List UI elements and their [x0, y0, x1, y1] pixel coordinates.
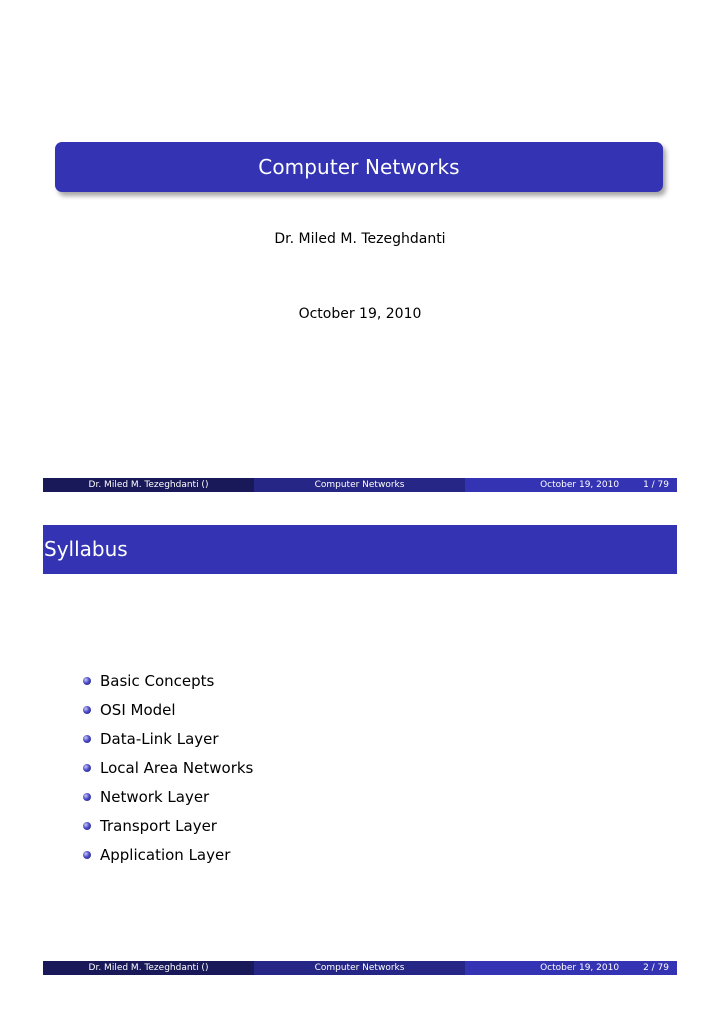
footer-title: Computer Networks: [254, 961, 465, 975]
list-item-label: Application Layer: [100, 845, 231, 864]
footer-page-number: 2 / 79: [643, 963, 669, 973]
footer-author: Dr. Miled M. Tezeghdanti (): [43, 478, 254, 492]
list-item: [83, 782, 253, 811]
list-item-label: Data-Link Layer: [100, 729, 219, 748]
bullet-icon: [83, 764, 91, 772]
title-slide: [43, 42, 677, 492]
list-item: [83, 840, 253, 869]
footer-date: October 19, 2010: [540, 963, 620, 973]
bullet-icon: [83, 677, 91, 685]
bullet-icon: [83, 706, 91, 714]
list-item-label: Basic Concepts: [100, 671, 215, 690]
slide-footer: [43, 961, 677, 975]
bullet-icon: [83, 793, 91, 801]
footer-date-page: [465, 961, 677, 975]
list-item: [83, 724, 253, 753]
footer-date-page: [465, 478, 677, 492]
list-item-label: Local Area Networks: [100, 758, 254, 777]
bullet-icon: [83, 851, 91, 859]
footer-page-number: 1 / 79: [643, 480, 669, 490]
syllabus-slide: [43, 525, 677, 975]
footer-title: Computer Networks: [254, 478, 465, 492]
title-block: [55, 142, 663, 192]
bullet-icon: [83, 822, 91, 830]
list-item: [83, 753, 253, 782]
list-item-label: Network Layer: [100, 787, 210, 806]
syllabus-list: [83, 666, 253, 869]
footer-author: Dr. Miled M. Tezeghdanti (): [43, 961, 254, 975]
frame-title: Syllabus: [43, 525, 677, 574]
bullet-icon: [83, 735, 91, 743]
list-item-label: Transport Layer: [100, 816, 217, 835]
list-item-label: OSI Model: [100, 700, 176, 719]
list-item: [83, 666, 253, 695]
list-item: [83, 695, 253, 724]
presentation-title: Computer Networks: [258, 155, 460, 179]
author-name: Dr. Miled M. Tezeghdanti: [274, 231, 446, 247]
footer-date: October 19, 2010: [540, 480, 620, 490]
slide-footer: [43, 478, 677, 492]
list-item: [83, 811, 253, 840]
presentation-date: October 19, 2010: [298, 306, 422, 322]
